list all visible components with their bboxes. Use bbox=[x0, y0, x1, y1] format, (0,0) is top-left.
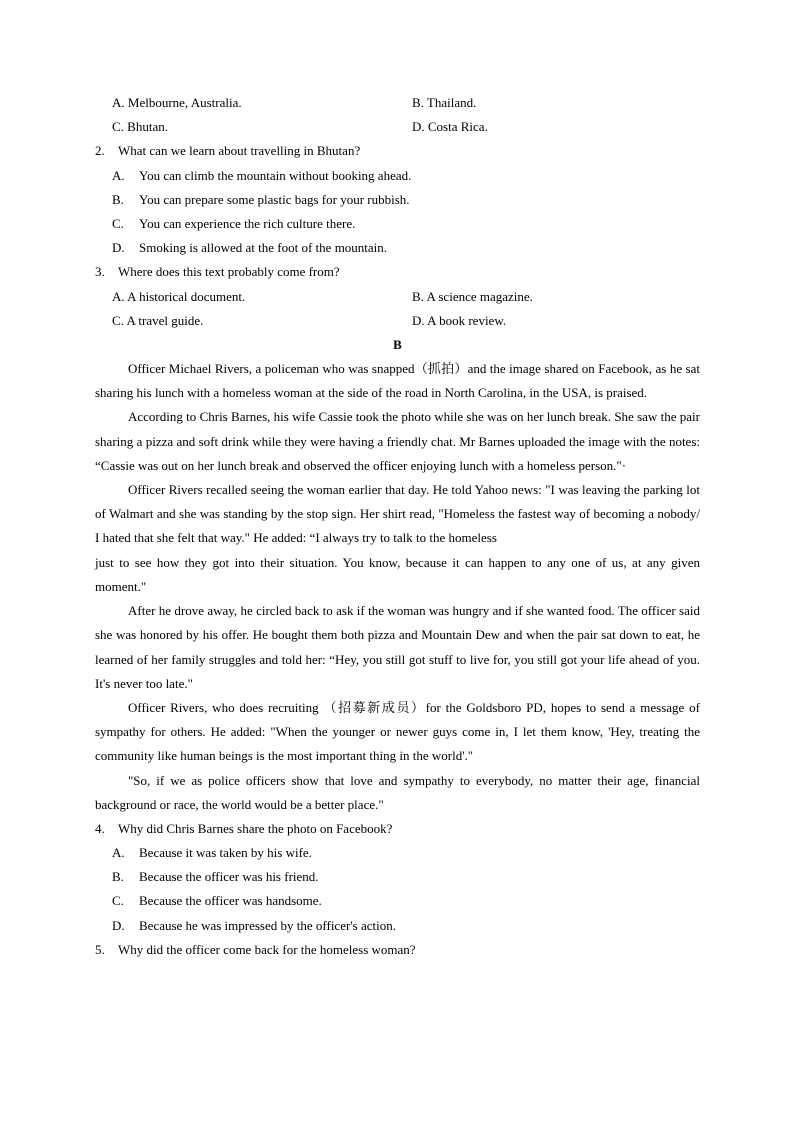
q2-option-a bbox=[95, 164, 700, 188]
passage-paragraph-4: After he drove away, he circled back to ask if the woman was hungry and if she wanted food. The officer said she was honored by his offer. He bought them both pizza and Mountain Dew and when the pair sat down to eat, he learned of her family struggles and told her: “Hey, you still got stuff to live for, you still got your life ahead of you. It's never too late." bbox=[95, 603, 700, 691]
option-letter: B. bbox=[112, 869, 124, 885]
q2-option-b bbox=[95, 188, 700, 212]
passage-paragraph-3-continued: just to see how they got into their situation. You know, because it can happen to any one of us, at any given moment." bbox=[95, 554, 700, 594]
question-text: Why did the officer come back for the homeless woman? bbox=[118, 941, 416, 957]
q3-option-d: D. A book review. bbox=[412, 312, 507, 328]
q4-option-d bbox=[95, 914, 700, 938]
question-text: What can we learn about travelling in Bhutan? bbox=[118, 143, 361, 159]
option-text: Because he was impressed by the officer's action. bbox=[139, 917, 396, 933]
option-letter: D. bbox=[112, 240, 125, 256]
option-text: You can experience the rich culture there. bbox=[139, 215, 356, 231]
option-letter: A. bbox=[112, 167, 125, 183]
question-number: 2. bbox=[95, 143, 105, 159]
q1-options-row-2 bbox=[95, 115, 700, 139]
q4-option-a bbox=[95, 841, 700, 865]
q1-option-c: C. Bhutan. bbox=[112, 119, 168, 135]
q3-options-row-2 bbox=[95, 309, 700, 333]
q1-option-a: A. Melbourne, Australia. bbox=[112, 95, 242, 110]
q4-option-c bbox=[95, 889, 700, 913]
passage-paragraph-2: According to Chris Barnes, his wife Cassie took the photo while she was on her lunch break. She saw the pair sharing a pizza and soft drink while they were having a friendly chat. Mr Barnes uploaded the image with the notes: “Cassie was out on her lunch break and observed the officer enjoying lunch with a homeless person."· bbox=[95, 409, 700, 473]
q2-option-d bbox=[95, 236, 700, 260]
option-text: Because the officer was handsome. bbox=[139, 893, 322, 909]
q2-option-c bbox=[95, 212, 700, 236]
question-number: 3. bbox=[95, 264, 105, 280]
passage-paragraph-6: "So, if we as police officers show that love and sympathy to everybody, no matter their age, financial background or race, the world would be a better place." bbox=[95, 772, 700, 812]
question-text: Why did Chris Barnes share the photo on Facebook? bbox=[118, 820, 393, 836]
page-content bbox=[95, 91, 700, 962]
question-number: 5. bbox=[95, 941, 105, 957]
q3-option-a: A. A historical document. bbox=[112, 288, 246, 304]
section-heading: B bbox=[393, 336, 402, 352]
q3-option-c: C. A travel guide. bbox=[112, 312, 204, 328]
question-5 bbox=[95, 938, 700, 962]
q1-option-d: D. Costa Rica. bbox=[412, 119, 488, 135]
option-text: Smoking is allowed at the foot of the mountain. bbox=[139, 240, 388, 256]
option-text: You can prepare some plastic bags for your rubbish. bbox=[139, 191, 410, 207]
q3-options-row-1 bbox=[95, 285, 700, 309]
option-letter: C. bbox=[112, 893, 124, 909]
question-3 bbox=[95, 260, 700, 284]
question-number: 4. bbox=[95, 820, 105, 836]
option-text: Because it was taken by his wife. bbox=[139, 845, 312, 861]
question-text: Where does this text probably come from? bbox=[118, 264, 340, 280]
option-letter: C. bbox=[112, 215, 124, 231]
question-4 bbox=[95, 817, 700, 841]
q1-option-b: B. Thailand. bbox=[412, 95, 477, 110]
option-text: Because the officer was his friend. bbox=[139, 869, 319, 885]
q1-options-row-1 bbox=[95, 91, 700, 115]
q3-option-b: B. A science magazine. bbox=[412, 288, 533, 304]
option-letter: A. bbox=[112, 845, 125, 861]
option-text: You can climb the mountain without booking ahead. bbox=[139, 167, 412, 183]
passage-paragraph-5: Officer Rivers, who does recruiting （招募新成员）for the Goldsboro PD, hopes to send a message of sympathy for others. He added: "When the younger or newer guys come in, I let them know, 'Hey, treating the community like human beings is the most important thing in the world'." bbox=[95, 699, 700, 764]
question-2 bbox=[95, 139, 700, 163]
passage-paragraph-3: Officer Rivers recalled seeing the woman earlier that day. He told Yahoo news: "I was leaving the parking lot of Walmart and she was standing by the stop sign. Her shirt read, "Homeless the fastest way of becoming a nobody/ I hated that she felt that way." He added: “I always try to talk to the homeless bbox=[95, 482, 700, 546]
q4-option-b bbox=[95, 865, 700, 889]
option-letter: D. bbox=[112, 917, 125, 933]
option-letter: B. bbox=[112, 191, 124, 207]
passage-paragraph-1: Officer Michael Rivers, a policeman who was snapped（抓拍）and the image shared on Facebook, as he sat sharing his lunch with a homeless woman at the side of the road in North Carolina, in the USA, is praised. bbox=[95, 361, 700, 401]
